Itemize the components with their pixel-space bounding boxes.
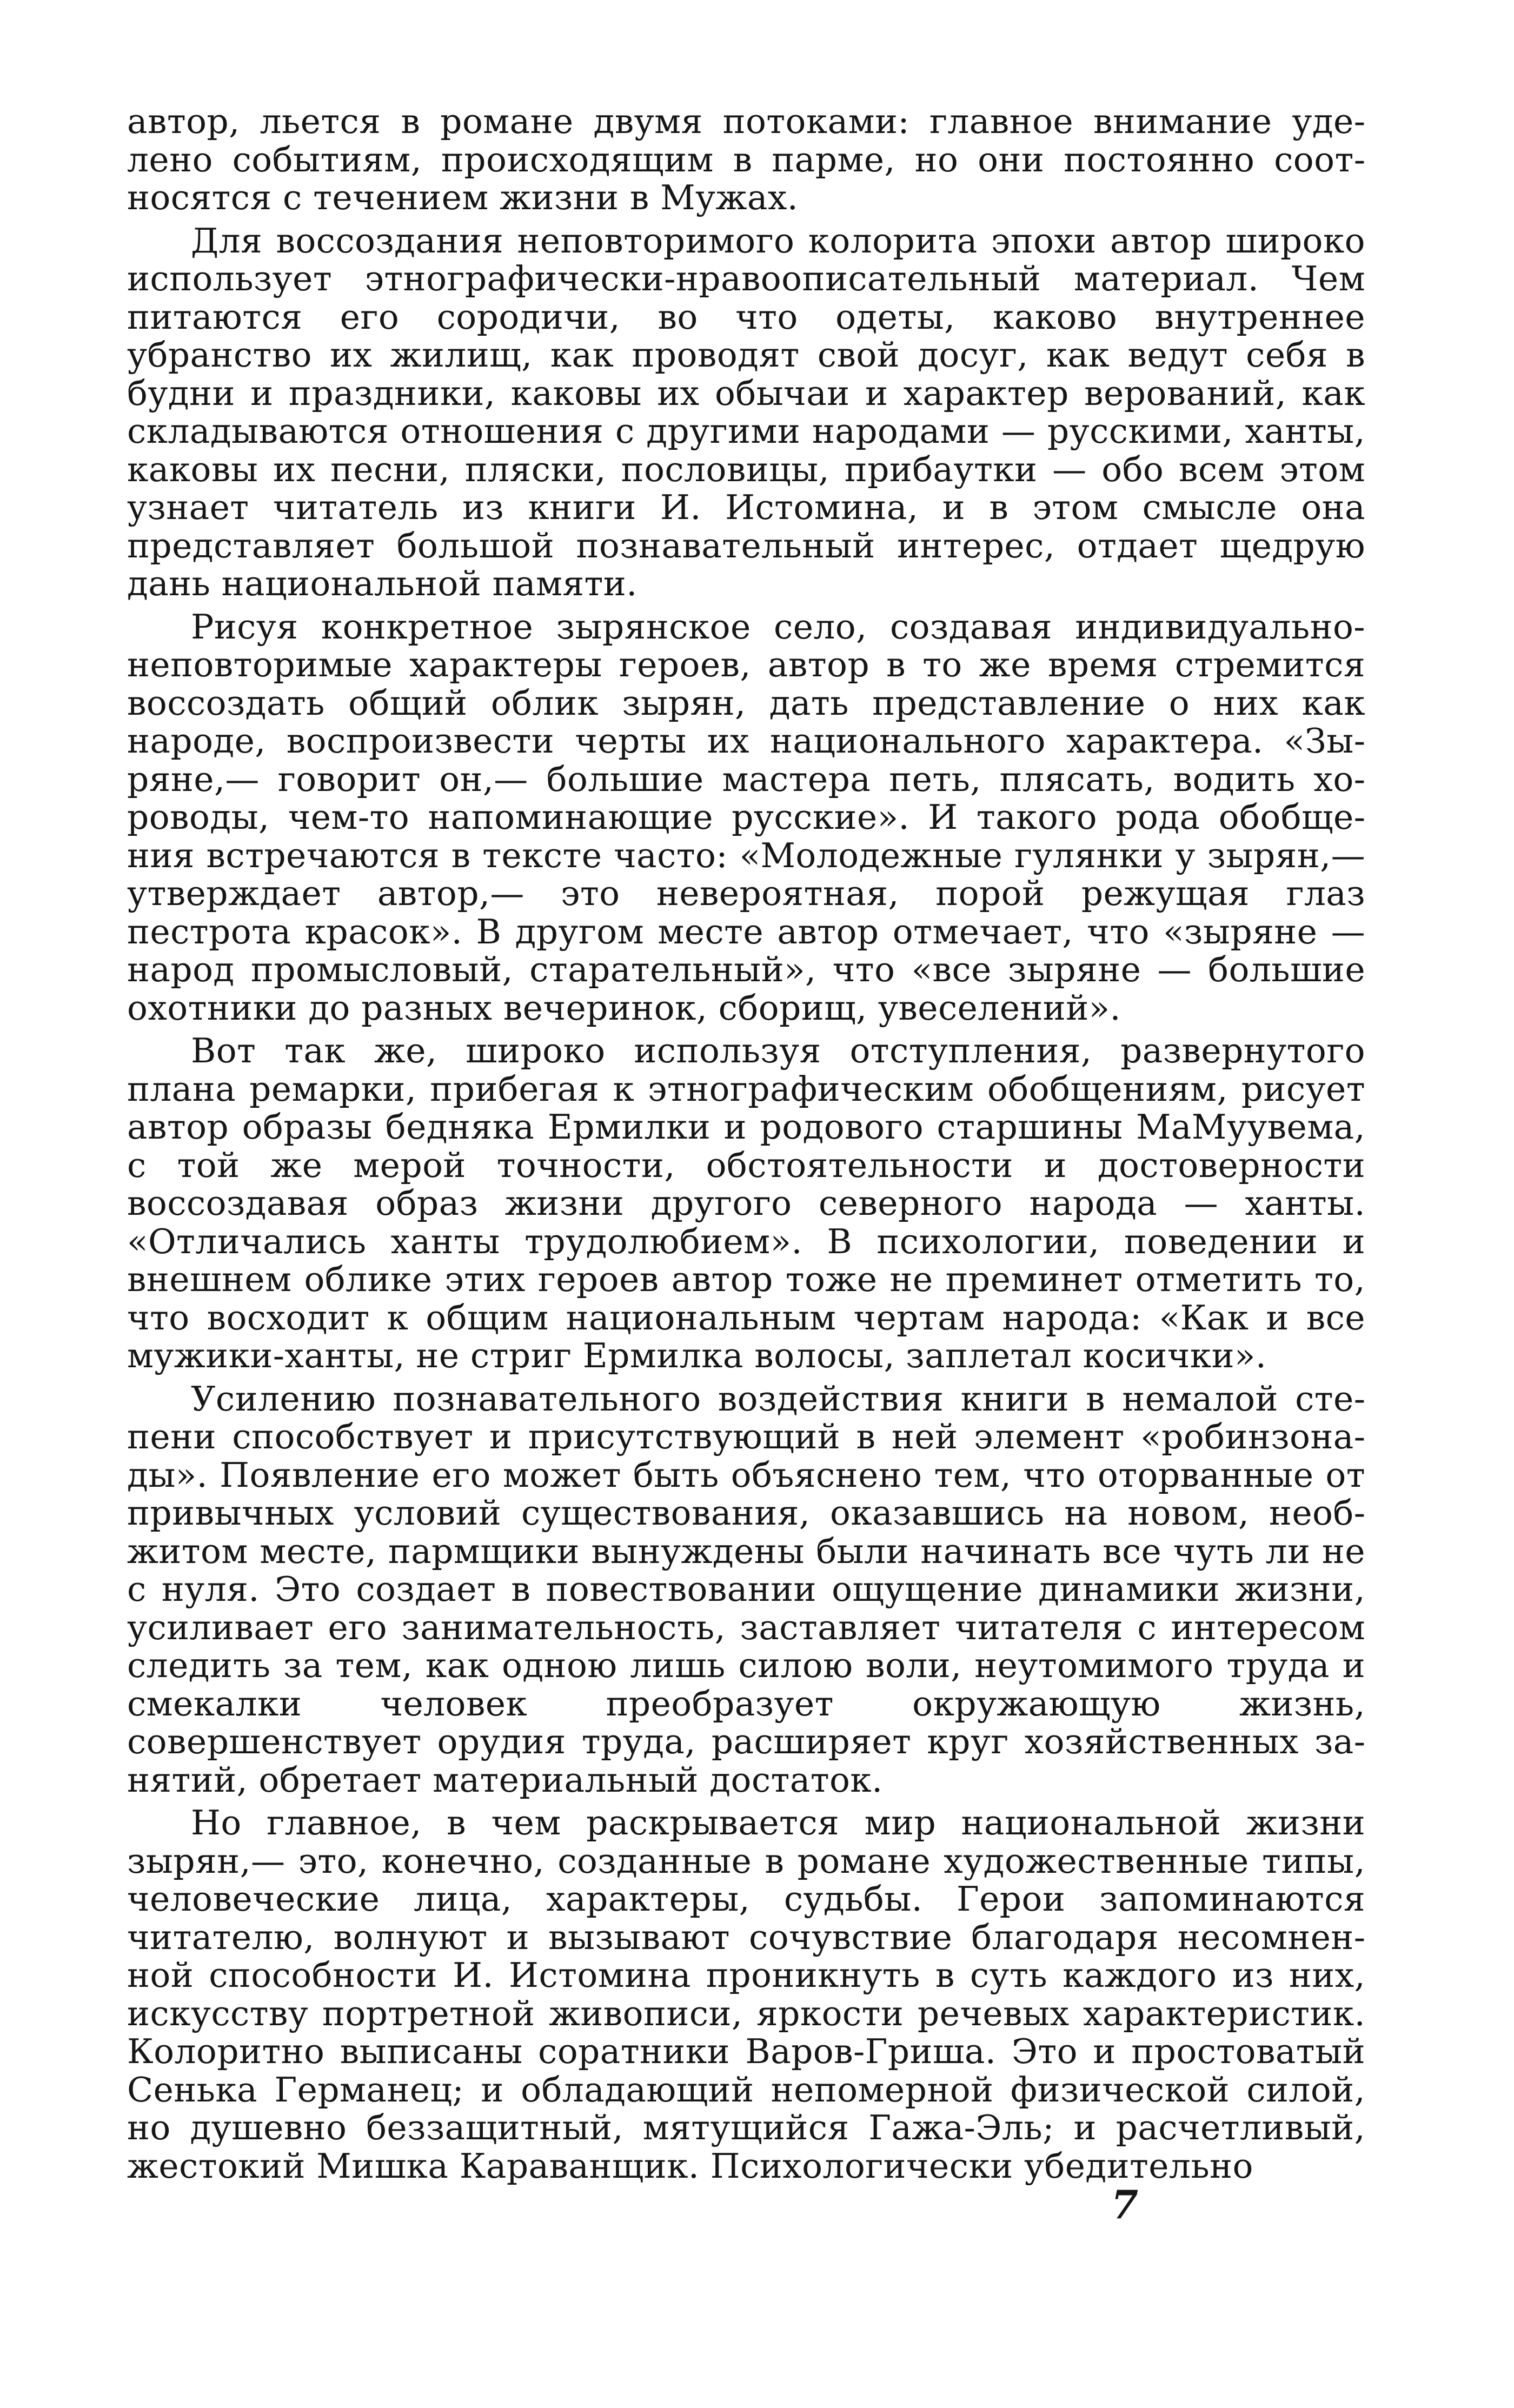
paragraph-4: Вот так же, широко используя отступления, развернутого плана ремарки, прибегая к этнографическим обобщениям, рисует автор образы бедняка Ермилки и родового старшины МаМуувема, с той же мерой точности, обстоятельности и достоверности воссоздавая образ жизни другого северного народа — ханты. «Отличались ханты трудолюбием». В психологии, поведении и внешнем облике этих героев автор тоже не преминет отметить то, что восходит к общим национальным чертам народа: «Как и все мужики-ханты, не стриг Ермилка волосы, заплетал косички».: [127, 1031, 1365, 1375]
paragraph-3: Рисуя конкретное зырянское село, создавая индивидуально-неповторимые характеры героев, автор в то же время стремится воссоздать общий облик зырян, дать представление о них как народе, воспроизвести черты их национального характера. «Зыряне,— говорит он,— большие мастера петь, плясать, водить хороводы, чем-то напоминающие русские». И такого рода обобщения встречаются в тексте часто: «Молодежные гулянки у зырян,— утверждает автор,— это невероятная, порой режущая глаз пестрота красок». В другом месте автор отмечает, что «зыряне — народ промысловый, старательный», что «все зыряне — большие охотники до разных вечеринок, сборищ, увеселений».: [127, 607, 1365, 1028]
paragraph-2: Для воссоздания неповторимого колорита эпохи автор широко использует этнографически-нравоописательный материал. Чем питаются его сородичи, во что одеты, каково внутреннее убранство их жилищ, как проводят свой досуг, как ведут себя в будни и праздники, каковы их обычаи и характер верований, как складываются отношения с другими народами — русскими, ханты, каковы их песни, пляски, пословицы, прибаутки — обо всем этом узнает читатель из книги И. Истомина, и в этом смысле она представляет большой познавательный интерес, отдает щедрую дань национальной памяти.: [127, 221, 1365, 603]
body-text: [127, 103, 1365, 2190]
paragraph-6: Но главное, в чем раскрывается мир национальной жизни зырян,— это, конечно, созданные в романе художественные типы, человеческие лица, характеры, судьбы. Герои запоминаются читателю, волнуют и вызывают сочувствие благодаря несомненной способности И. Истомина проникнуть в суть каждого из них, искусству портретной живописи, яркости речевых характеристик. Колоритно выписаны соратники Варов-Гриша. Это и простоватый Сенька Германец; и обладающий непомерной физической силой, но душевно беззащитный, мятущийся Гажа-Эль; и расчетливый, жестокий Мишка Караванщик. Психологически убедительно: [127, 1803, 1365, 2186]
paragraph-5: Усилению познавательного воздействия книги в немалой степени способствует и присутствующий в ней элемент «робинзонады». Появление его может быть объяснено тем, что оторванные от привычных условий существования, оказавшись на новом, необжитом месте, пармщики вынуждены были начинать все чуть ли не с нуля. Это создает в повествовании ощущение динамики жизни, усиливает его занимательность, заставляет читателя с интересом следить за тем, как одною лишь силою воли, неутомимого труда и смекалки человек преобразует окружающую жизнь, совершенствует орудия труда, расширяет круг хозяйственных занятий, обретает материальный достаток.: [127, 1379, 1365, 1800]
page-number: 7: [1111, 2181, 1139, 2227]
paragraph-1: автор, льется в романе двумя потоками: главное внимание уделено событиям, происходящим в парме, но они постоянно соотносятся с течением жизни в Мужах.: [127, 102, 1365, 217]
